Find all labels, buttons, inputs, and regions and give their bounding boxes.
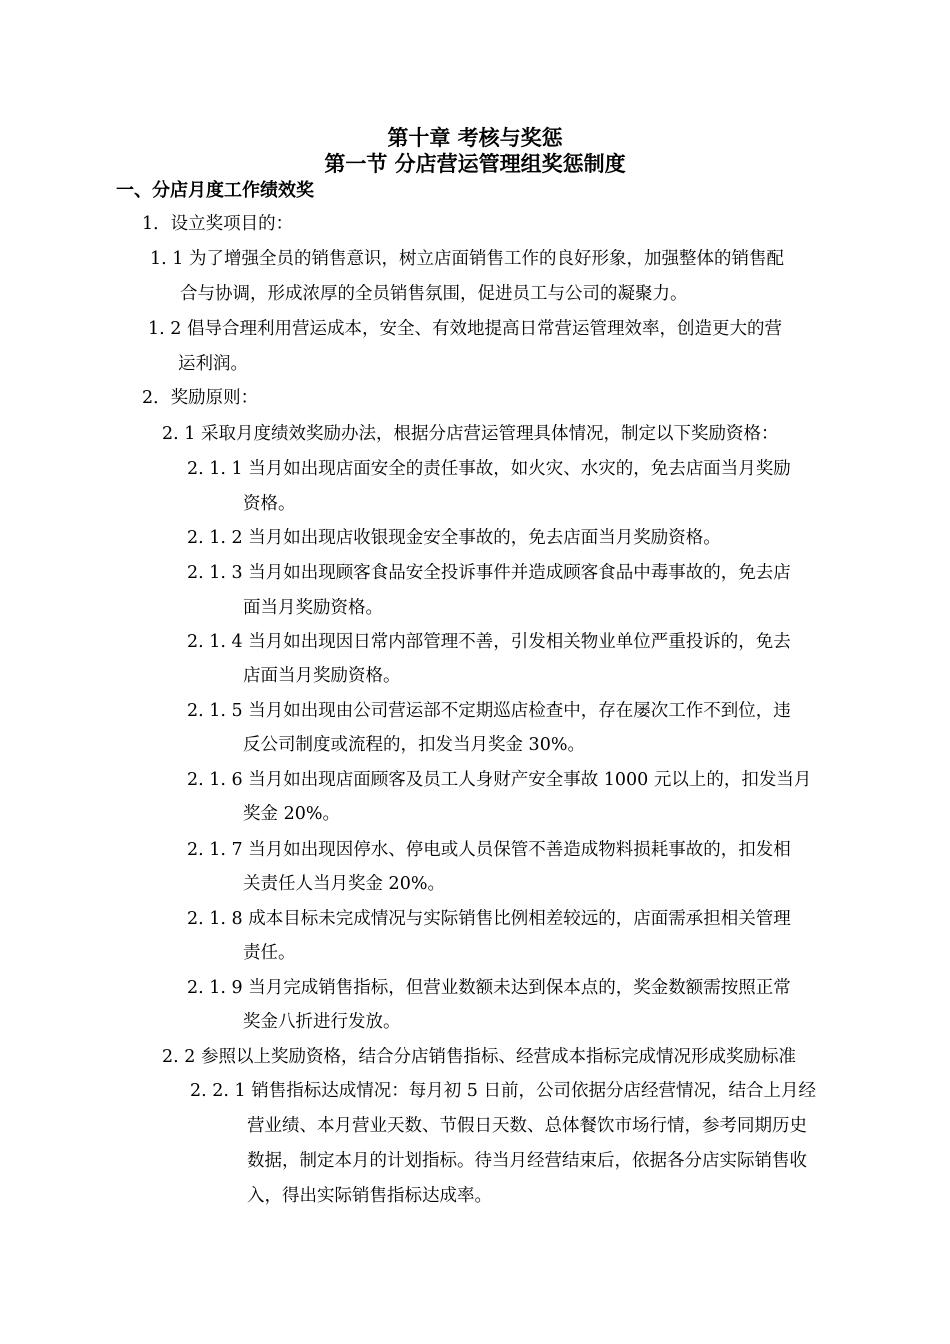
- item-2-1-7: 2. 1. 7 当月如出现因停水、停电或人员保管不善造成物料损耗事故的，扣发相: [187, 840, 791, 860]
- item-2-1-7-cont: 关责任人当月奖金 20%。: [243, 874, 445, 894]
- item-2-1-9-cont: 奖金八折进行发放。: [243, 1012, 401, 1032]
- item-2-1-9: 2. 1. 9 当月完成销售指标，但营业数额未达到保本点的，奖金数额需按照正常: [187, 978, 791, 998]
- item-2-1-6: 2. 1. 6 当月如出现店面顾客及员工人身财产安全事故 1000 元以上的，扣发当月: [187, 770, 812, 790]
- item-2-1-2: 2. 1. 2 当月如出现店收银现金安全事故的，免去店面当月奖励资格。: [187, 528, 721, 548]
- item-2-1-6-cont: 奖金 20%。: [243, 804, 340, 824]
- item-2-2-1: 2. 2. 1 销售指标达成情况：每月初 5 日前，公司依据分店经营情况，结合上月经: [190, 1081, 816, 1101]
- chapter-title: 第十章 考核与奖惩: [387, 125, 563, 150]
- item-1: 1．设立奖项目的：: [142, 214, 294, 234]
- item-1-2: 1. 2 倡导合理利用营运成本，安全、有效地提高日常营运管理效率，创造更大的营: [148, 319, 782, 339]
- item-2-2-1-cont2: 数据，制定本月的计划指标。待当月经营结束后，依据各分店实际销售收: [247, 1151, 807, 1171]
- item-2-1-4: 2. 1. 4 当月如出现因日常内部管理不善，引发相关物业单位严重投诉的，免去: [187, 632, 791, 652]
- item-2-2-1-cont1: 营业绩、本月营业天数、节假日天数、总体餐饮市场行情，参考同期历史: [247, 1116, 807, 1136]
- item-2-2-1-cont3: 入，得出实际销售指标达成率。: [247, 1186, 492, 1206]
- item-2-1-8-cont: 责任。: [243, 943, 296, 963]
- item-2-1-3-cont: 面当月奖励资格。: [243, 598, 383, 618]
- item-2-1-1-cont: 资格。: [243, 494, 296, 514]
- item-1-1-cont: 合与协调，形成浓厚的全员销售氛围，促进员工与公司的凝聚力。: [180, 284, 688, 304]
- item-2-1-8: 2. 1. 8 成本目标未完成情况与实际销售比例相差较远的，店面需承担相关管理: [187, 909, 791, 929]
- item-2-1-4-cont: 店面当月奖励资格。: [243, 666, 401, 686]
- item-2-1-5-cont: 反公司制度或流程的，扣发当月奖金 30%。: [243, 735, 585, 755]
- item-1-2-cont: 运利润。: [178, 354, 248, 374]
- section-title: 第一节 分店营运管理组奖惩制度: [324, 151, 626, 176]
- item-2: 2．奖励原则：: [142, 388, 259, 408]
- item-1-1: 1. 1 为了增强全员的销售意识，树立店面销售工作的良好形象，加强整体的销售配: [150, 249, 784, 269]
- item-2-1-5: 2. 1. 5 当月如出现由公司营运部不定期巡店检查中，存在屡次工作不到位，违: [187, 701, 791, 721]
- item-2-1-1: 2. 1. 1 当月如出现店面安全的责任事故，如火灾、水灾的，免去店面当月奖励: [187, 459, 791, 479]
- item-2-1-3: 2. 1. 3 当月如出现顾客食品安全投诉事件并造成顾客食品中毒事故的，免去店: [187, 563, 791, 583]
- heading-monthly-bonus: 一、分店月度工作绩效奖: [116, 180, 314, 201]
- item-2-2: 2. 2 参照以上奖励资格，结合分店销售指标、经营成本指标完成情况形成奖励标准: [162, 1047, 796, 1067]
- item-2-1: 2. 1 采取月度绩效奖励办法，根据分店营运管理具体情况，制定以下奖励资格：: [162, 424, 779, 444]
